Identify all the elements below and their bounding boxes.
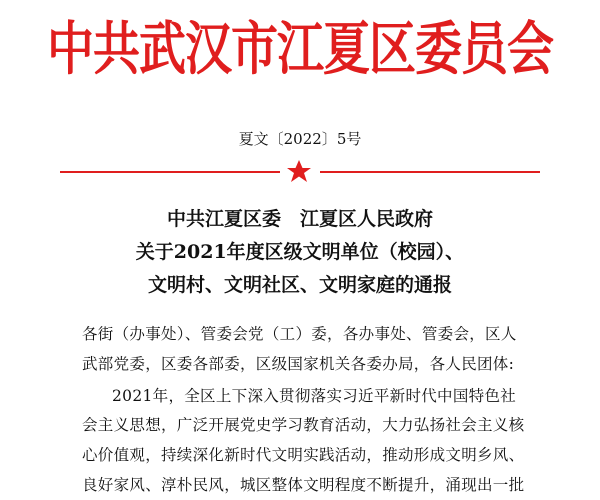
red-divider-right <box>320 171 540 173</box>
document-number: 夏文〔2022〕5号 <box>238 130 362 148</box>
document-title-line-3: 文明村、文明社区、文明家庭的通报 <box>147 274 452 296</box>
red-star-icon <box>284 160 314 182</box>
paragraph-line-3: 心价值观，持续深化新时代文明实践活动，推动形成文明乡风、 <box>82 446 525 464</box>
recipients-line-2: 武部党委，区委各部委，区级国家机关各委办局，各人民团体: <box>82 355 515 373</box>
recipients-line-1: 各街（办事处）、管委会党（工）委，各办事处、管委会，区人 <box>82 325 517 343</box>
paragraph-line-1: 2021年，全区上下深入贯彻落实习近平新时代中国特色社 <box>112 387 517 405</box>
red-divider-left <box>60 171 280 173</box>
paragraph-line-2: 会主义思想，广泛开展党史学习教育活动，大力弘扬社会主义核 <box>82 416 525 434</box>
document-title-line-2: 关于2021年度区级文明单位（校园）、 <box>135 241 465 263</box>
document-title-line-1: 中共江夏区委 江夏区人民政府 <box>166 208 433 230</box>
paragraph-line-4: 良好家风、淳朴民风，城区整体文明程度不断提升，涌现出一批 <box>82 476 525 494</box>
masthead-title: 中共武汉市江夏区委员会 <box>47 16 553 84</box>
